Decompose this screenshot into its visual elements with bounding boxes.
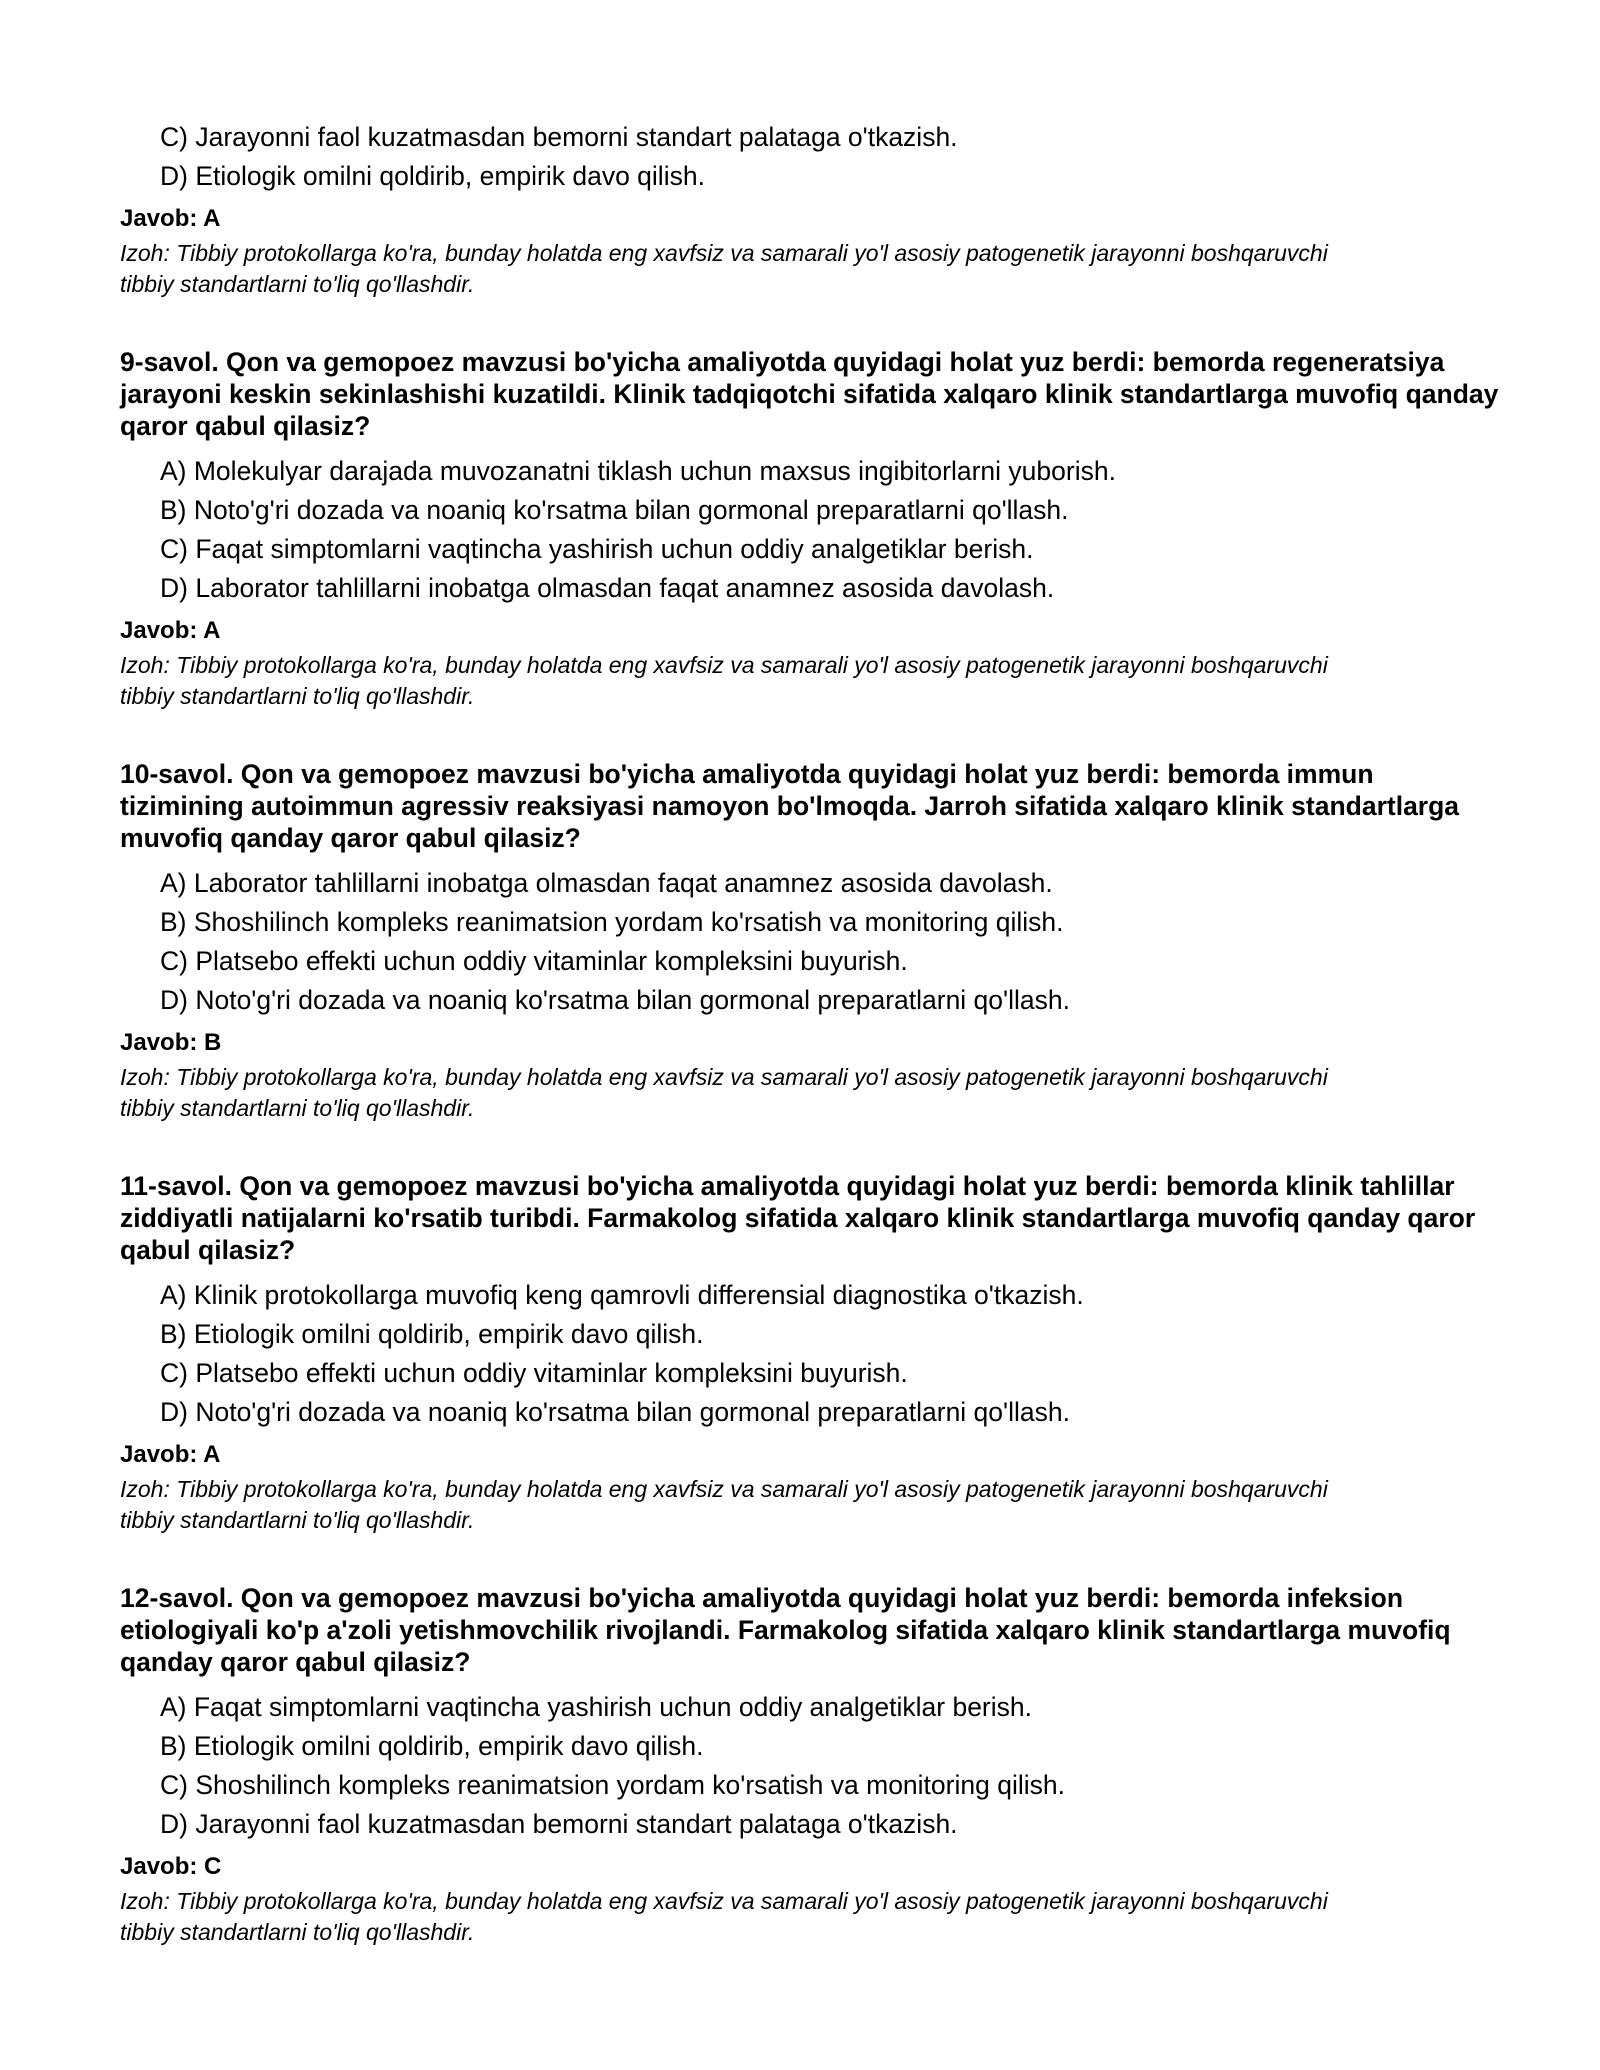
explanation: Izoh: Tibbiy protokollarga ko'ra, bunday holatda eng xavfsiz va samarali yo'l asosiy patogenetik jarayonni boshqaruvchi tibbiy standartlarni to'liq qo'llashdir. xyxy=(120,1476,1328,1533)
answer: Javob: B xyxy=(120,1029,222,1056)
question-text: 11-savol. Qon va gemopoez mavzusi bo'yicha amaliyotda quyidagi holat yuz berdi: bemorda klinik tahlillar ziddiyatli natijalarni ko'rsatib turibdi. Farmakolog sifatida xalqaro klinik standartlarga muvofiq qanday qaror qabul qilasiz? xyxy=(120,1171,1476,1265)
question-text: 10-savol. Qon va gemopoez mavzusi bo'yicha amaliyotda quyidagi holat yuz berdi: bemorda immun tizimining autoimmun agressiv reaksiyasi namoyon bo'lmoqda. Jarroh sifatida xalqaro klinik standartlarga muvofiq qanday qaror qabul qilasiz? xyxy=(120,759,1460,853)
option-c: C) Shoshilinch kompleks reanimatsion yordam ko'rsatish va monitoring qilish. xyxy=(160,1770,1065,1800)
option-a: A) Molekulyar darajada muvozanatni tiklash uchun maxsus ingibitorlarni yuborish. xyxy=(160,456,1116,486)
answer: Javob: A xyxy=(120,1441,221,1468)
option-c: C) Platsebo effekti uchun oddiy vitaminlar kompleksini buyurish. xyxy=(160,1358,908,1388)
question-9 xyxy=(120,346,1500,712)
option-c: C) Platsebo effekti uchun oddiy vitaminlar kompleksini buyurish. xyxy=(160,946,908,976)
continued-question xyxy=(120,118,1500,300)
option-a: A) Laborator tahlillarni inobatga olmasdan faqat anamnez asosida davolash. xyxy=(160,868,1053,898)
option-d: D) Noto'g'ri dozada va noaniq ko'rsatma bilan gormonal preparatlarni qo'llash. xyxy=(160,1397,1070,1427)
answer: Javob: A xyxy=(120,617,221,644)
explanation: Izoh: Tibbiy protokollarga ko'ra, bunday holatda eng xavfsiz va samarali yo'l asosiy patogenetik jarayonni boshqaruvchi tibbiy standartlarni to'liq qo'llashdir. xyxy=(120,1888,1328,1945)
option-c: C) Jarayonni faol kuzatmasdan bemorni standart palataga o'tkazish. xyxy=(160,122,958,152)
question-text: 9-savol. Qon va gemopoez mavzusi bo'yicha amaliyotda quyidagi holat yuz berdi: bemorda regeneratsiya jarayoni keskin sekinlashishi kuzatildi. Klinik tadqiqotchi sifatida xalqaro klinik standartlarga muvofiq qanday qaror qabul qilasiz? xyxy=(120,347,1499,441)
explanation: Izoh: Tibbiy protokollarga ko'ra, bunday holatda eng xavfsiz va samarali yo'l asosiy patogenetik jarayonni boshqaruvchi tibbiy standartlarni to'liq qo'llashdir. xyxy=(120,652,1328,709)
question-10 xyxy=(120,758,1500,1124)
option-d: D) Noto'g'ri dozada va noaniq ko'rsatma bilan gormonal preparatlarni qo'llash. xyxy=(160,985,1070,1015)
option-a: A) Faqat simptomlarni vaqtincha yashirish uchun oddiy analgetiklar berish. xyxy=(160,1692,1032,1722)
option-b: B) Etiologik omilni qoldirib, empirik davo qilish. xyxy=(160,1319,704,1349)
option-a: A) Klinik protokollarga muvofiq keng qamrovli differensial diagnostika o'tkazish. xyxy=(160,1280,1084,1310)
option-d: D) Jarayonni faol kuzatmasdan bemorni standart palataga o'tkazish. xyxy=(160,1809,958,1839)
answer: Javob: A xyxy=(120,205,221,232)
explanation: Izoh: Tibbiy protokollarga ko'ra, bunday holatda eng xavfsiz va samarali yo'l asosiy patogenetik jarayonni boshqaruvchi tibbiy standartlarni to'liq qo'llashdir. xyxy=(120,240,1328,297)
document-page xyxy=(120,118,1500,1948)
option-d: D) Etiologik omilni qoldirib, empirik davo qilish. xyxy=(160,161,705,191)
option-b: B) Noto'g'ri dozada va noaniq ko'rsatma bilan gormonal preparatlarni qo'llash. xyxy=(160,495,1069,525)
option-c: C) Faqat simptomlarni vaqtincha yashirish uchun oddiy analgetiklar berish. xyxy=(160,534,1034,564)
question-text: 12-savol. Qon va gemopoez mavzusi bo'yicha amaliyotda quyidagi holat yuz berdi: bemorda infeksion etiologiyali ko'p a'zoli yetishmovchilik rivojlandi. Farmakolog sifatida xalqaro klinik standartlarga muvofiq qanday qaror qabul qilasiz? xyxy=(120,1583,1451,1677)
option-d: D) Laborator tahlillarni inobatga olmasdan faqat anamnez asosida davolash. xyxy=(160,573,1055,603)
option-b: B) Etiologik omilni qoldirib, empirik davo qilish. xyxy=(160,1731,704,1761)
question-12 xyxy=(120,1582,1500,1948)
option-b: B) Shoshilinch kompleks reanimatsion yordam ko'rsatish va monitoring qilish. xyxy=(160,907,1064,937)
explanation: Izoh: Tibbiy protokollarga ko'ra, bunday holatda eng xavfsiz va samarali yo'l asosiy patogenetik jarayonni boshqaruvchi tibbiy standartlarni to'liq qo'llashdir. xyxy=(120,1064,1328,1121)
answer: Javob: C xyxy=(120,1853,222,1880)
question-11 xyxy=(120,1170,1500,1536)
